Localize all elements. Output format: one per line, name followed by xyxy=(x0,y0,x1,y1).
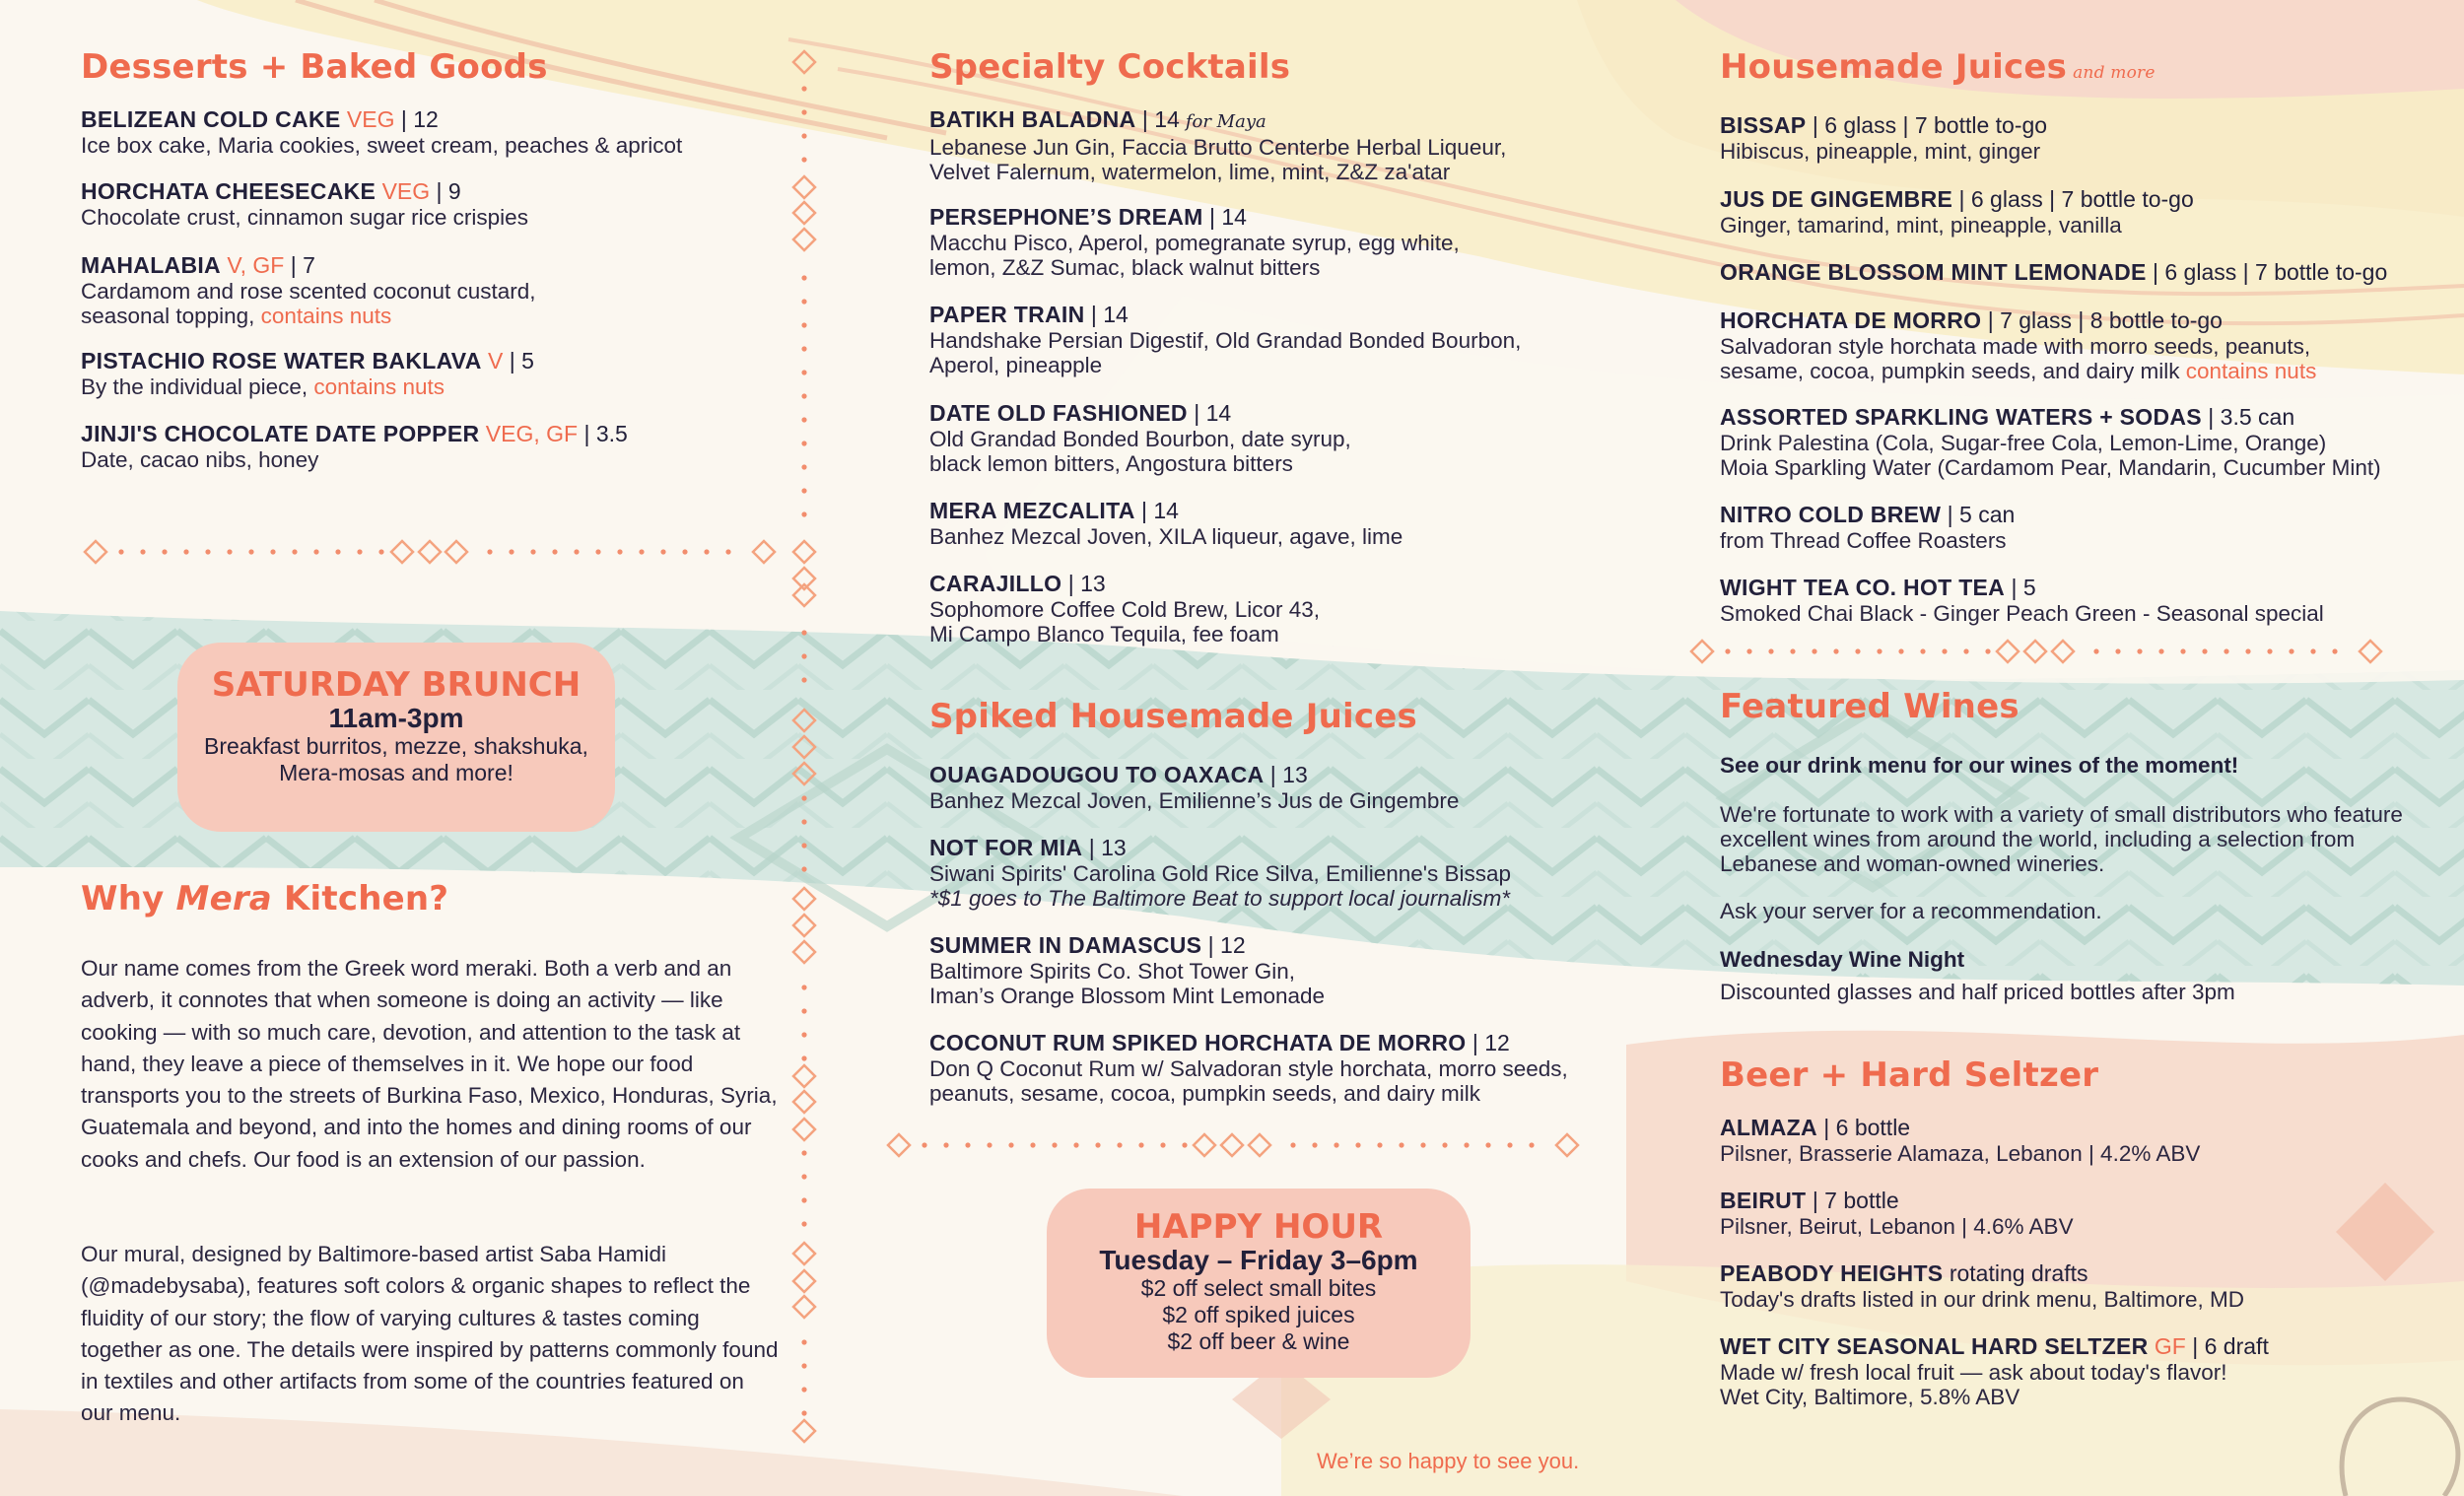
divider-dot xyxy=(2245,648,2250,653)
divider-dot xyxy=(801,322,806,327)
divider-dot xyxy=(2158,648,2163,653)
item-description-2: lemon, Z&Z Sumac, black walnut bitters xyxy=(929,255,1321,280)
divider-dot xyxy=(1117,1142,1122,1147)
divider-dot xyxy=(1898,648,1903,653)
divider-dot xyxy=(801,630,806,635)
item-price: | 6 glass | 7 bottle to-go xyxy=(1958,186,2194,212)
divider-dot xyxy=(801,275,806,280)
item-description: from Thread Coffee Roasters xyxy=(1720,528,2007,553)
divider-dot xyxy=(118,549,123,554)
divider-dot xyxy=(801,86,806,91)
divider-dot xyxy=(378,549,383,554)
item-name: ALMAZA xyxy=(1720,1115,1817,1140)
divider-dot xyxy=(801,677,806,682)
wine-night-title: Wednesday Wine Night xyxy=(1720,947,1965,972)
cocktail-item xyxy=(929,204,1678,280)
divider-dot xyxy=(2115,648,2120,653)
diet-tag: VEG xyxy=(381,178,431,204)
item-description: Pilsner, Brasserie Alamaza, Lebanon | 4.2% ABV xyxy=(1720,1141,2201,1166)
divider-dot xyxy=(801,299,806,304)
divider-dot xyxy=(248,549,253,554)
divider-dot xyxy=(1290,1142,1295,1147)
divider-dot xyxy=(1790,648,1795,653)
divider-dot xyxy=(1160,1142,1165,1147)
divider-dot xyxy=(801,441,806,445)
item-name: PAPER TRAIN xyxy=(929,302,1085,327)
why-paragraph-1: Our name comes from the Greek word meraki. Both a verb and an adverb, it connotes that when someone is doing an activity — like cooking — with so much care, devotion, and attention to the task at hand, they leave a piece of themselves in it. We hope our food transports you to the streets of Burkina Faso, Mexico, Honduras, Syria, Guatemala and beyond, and into the homes and dining rooms of our cooks and chefs. Our food is an extension of our passion. xyxy=(81,956,778,1172)
allergy-note: contains nuts xyxy=(313,374,445,399)
item-name: BELIZEAN COLD CAKE xyxy=(81,106,341,132)
divider-dot xyxy=(801,1197,806,1202)
divider-dot xyxy=(292,549,297,554)
wines-heading: Featured Wines xyxy=(1720,687,2019,726)
divider-dot xyxy=(2180,648,2185,653)
item-name: HORCHATA DE MORRO xyxy=(1720,307,1982,333)
item-name: OUAGADOUGOU TO OAXACA xyxy=(929,762,1265,787)
divider-dot xyxy=(801,464,806,469)
footer-tagline: We’re so happy to see you. xyxy=(1317,1449,1580,1473)
divider-dot xyxy=(1768,648,1773,653)
wines-paragraph: We're fortunate to work with a variety of small distributors who feature excellent wines from around the world, including a selection from Lebanese and woman-owned wineries. xyxy=(1720,802,2403,876)
divider-dot xyxy=(2093,648,2098,653)
item-price: | 6 glass | 7 bottle to-go xyxy=(1812,112,2048,138)
divider-dot xyxy=(801,1221,806,1226)
item-description: Cardamom and rose scented coconut custard, xyxy=(81,279,536,304)
item-description-2: Wet City, Baltimore, 5.8% ABV xyxy=(1720,1385,2020,1409)
spiked-item xyxy=(929,1030,1678,1106)
item-description: Lebanese Jun Gin, Faccia Brutto Centerbe Herbal Liqueur, xyxy=(929,135,1507,160)
item-price: | 13 xyxy=(1067,571,1106,596)
divider-dot xyxy=(1877,648,1882,653)
divider-dot xyxy=(1334,1142,1338,1147)
divider-dot xyxy=(801,370,806,374)
divider-dot xyxy=(801,1174,806,1179)
divider-dot xyxy=(801,393,806,398)
item-description: Date, cacao nibs, honey xyxy=(81,447,319,472)
item-name: WET CITY SEASONAL HARD SELTZER xyxy=(1720,1333,2149,1359)
spiked-item xyxy=(929,835,1678,911)
divider-dot xyxy=(704,549,709,554)
divider-dot xyxy=(1812,648,1816,653)
item-price: | 14 xyxy=(1194,400,1232,426)
divider-dot xyxy=(1833,648,1838,653)
brunch-hours: 11am-3pm xyxy=(328,703,464,733)
item-price: | 5 can xyxy=(1947,502,2016,527)
item-name: HORCHATA CHEESECAKE xyxy=(81,178,376,204)
wines-lead: See our drink menu for our wines of the moment! xyxy=(1720,753,2239,778)
divider-dot xyxy=(227,549,232,554)
why-title-pre: Why xyxy=(81,879,165,918)
divider-dot xyxy=(801,1008,806,1013)
divider-dot xyxy=(1920,648,1925,653)
divider-dot xyxy=(2224,648,2228,653)
diet-tag: V xyxy=(488,348,504,374)
item-description: Today's drafts listed in our drink menu, Baltimore, MD xyxy=(1720,1287,2245,1312)
item-description: Ice box cake, Maria cookies, sweet cream, peaches & apricot xyxy=(81,133,683,158)
divider-dot xyxy=(801,346,806,351)
divider-dot xyxy=(2267,648,2272,653)
dedication: for Maya xyxy=(1185,111,1266,132)
dessert-item xyxy=(81,348,790,399)
divider-dot xyxy=(595,549,600,554)
diet-tag: V, GF xyxy=(227,252,285,278)
divider-dot xyxy=(313,549,318,554)
divider-dot xyxy=(801,133,806,138)
juice-item xyxy=(1720,186,2449,238)
divider-dot xyxy=(2310,648,2315,653)
item-description: Banhez Mezcal Joven, Emilienne’s Jus de Gingembre xyxy=(929,788,1460,813)
cocktail-item xyxy=(929,400,1678,476)
item-description: Made w/ fresh local fruit — ask about today's flavor! xyxy=(1720,1360,2227,1385)
spiked-heading: Spiked Housemade Juices xyxy=(929,697,1417,736)
dessert-item xyxy=(81,252,790,328)
wine-night-desc: Discounted glasses and half priced bottles after 3pm xyxy=(1720,980,2235,1004)
divider-dot xyxy=(1355,1142,1360,1147)
divider-dot xyxy=(682,549,687,554)
item-name: PERSEPHONE’S DREAM xyxy=(929,204,1203,230)
item-name: SUMMER IN DAMASCUS xyxy=(929,932,1202,958)
divider-dot xyxy=(2137,648,2142,653)
item-price: | 14 xyxy=(1090,302,1129,327)
divider-dot xyxy=(801,1363,806,1368)
item-description-2: Iman’s Orange Blossom Mint Lemonade xyxy=(929,984,1326,1008)
item-price: | 12 xyxy=(1201,932,1246,958)
wines-ask: Ask your server for a recommendation. xyxy=(1720,899,2102,923)
divider-dot xyxy=(922,1142,926,1147)
divider-dot xyxy=(801,109,806,114)
diet-tag: VEG, GF xyxy=(485,421,579,446)
brunch-line-1: Breakfast burritos, mezze, shakshuka, xyxy=(204,733,588,759)
divider-dot xyxy=(639,549,644,554)
dessert-item xyxy=(81,178,790,230)
divider-dot xyxy=(1138,1142,1143,1147)
item-description: Banhez Mezcal Joven, XILA liqueur, agave, lime xyxy=(929,524,1403,549)
item-description-2: seasonal topping, xyxy=(81,304,255,328)
divider-dot xyxy=(943,1142,948,1147)
item-description-2: Moia Sparkling Water (Cardamom Pear, Mandarin, Cucumber Mint) xyxy=(1720,455,2381,480)
divider-dot xyxy=(1073,1142,1078,1147)
divider-dot xyxy=(1442,1142,1447,1147)
divider-dot xyxy=(1725,648,1730,653)
item-price: | 5 xyxy=(509,348,534,374)
item-price: | 14 xyxy=(1141,498,1179,523)
item-name: NITRO COLD BREW xyxy=(1720,502,1942,527)
allergy-note: contains nuts xyxy=(260,304,392,328)
divider-dot xyxy=(1746,648,1751,653)
item-description: Baltimore Spirits Co. Shot Tower Gin, xyxy=(929,959,1295,984)
brunch-title: SATURDAY BRUNCH xyxy=(211,665,582,705)
item-price: | 3.5 can xyxy=(2208,404,2295,430)
happy-hour-title: HAPPY HOUR xyxy=(1133,1207,1384,1247)
divider-dot xyxy=(1095,1142,1100,1147)
juice-item xyxy=(1720,259,2449,286)
item-price: | 6 bottle xyxy=(1823,1115,1911,1140)
beer-heading: Beer + Hard Seltzer xyxy=(1720,1055,2099,1095)
item-price: | 7 glass | 8 bottle to-go xyxy=(1981,307,2223,333)
divider-dot xyxy=(1008,1142,1013,1147)
divider-dot xyxy=(1377,1142,1382,1147)
divider-dot xyxy=(660,549,665,554)
dessert-item xyxy=(81,106,790,158)
divider-dot xyxy=(987,1142,992,1147)
item-price: | 14 xyxy=(1141,106,1180,132)
beer-item xyxy=(1720,1115,2449,1166)
divider-dot xyxy=(530,549,535,554)
divider-dot xyxy=(1464,1142,1469,1147)
divider-dot xyxy=(357,549,362,554)
item-description-2: Velvet Falernum, watermelon, lime, mint, Z&Z za'atar xyxy=(929,160,1451,184)
cocktail-item xyxy=(929,302,1678,377)
divider-dot xyxy=(1182,1142,1187,1147)
divider-dot xyxy=(801,653,806,658)
item-description: Ginger, tamarind, mint, pineapple, vanilla xyxy=(1720,213,2122,238)
allergy-note: contains nuts xyxy=(2185,359,2317,383)
item-price: | 12 xyxy=(400,106,439,132)
cocktails-heading: Specialty Cocktails xyxy=(929,47,1291,87)
cocktail-item xyxy=(929,571,1678,646)
item-price: | 7 bottle xyxy=(1812,1188,1899,1213)
juices-title: Housemade Juices xyxy=(1720,47,2068,87)
divider-dot xyxy=(801,1339,806,1344)
item-price: | 9 xyxy=(436,178,461,204)
item-name: CARAJILLO xyxy=(929,571,1062,596)
why-heading xyxy=(81,879,448,918)
juice-item xyxy=(1720,502,2449,553)
juice-item xyxy=(1720,307,2449,383)
divider-dot xyxy=(801,1150,806,1155)
divider-dot xyxy=(1312,1142,1317,1147)
item-description: Sophomore Coffee Cold Brew, Licor 43, xyxy=(929,597,1321,622)
item-price: | 6 draft xyxy=(2192,1333,2269,1359)
item-description: Salvadoran style horchata made with morro seeds, peanuts, xyxy=(1720,334,2311,359)
item-description: Drink Palestina (Cola, Sugar-free Cola, Lemon-Lime, Orange) xyxy=(1720,431,2327,455)
item-price: | 3.5 xyxy=(583,421,628,446)
why-title-post: Kitchen? xyxy=(283,879,449,918)
divider-dot xyxy=(801,1387,806,1392)
item-name: BISSAP xyxy=(1720,112,1807,138)
divider-dot xyxy=(801,511,806,516)
divider-dot xyxy=(552,549,557,554)
happy-hour-days: Tuesday – Friday 3–6pm xyxy=(1099,1245,1418,1275)
divider-dot xyxy=(1420,1142,1425,1147)
beer-item xyxy=(1720,1188,2449,1239)
divider-dot xyxy=(335,549,340,554)
juice-item xyxy=(1720,575,2449,626)
item-note: *$1 goes to The Baltimore Beat to support local journalism* xyxy=(929,886,1511,911)
divider-dot xyxy=(270,549,275,554)
juices-subtitle: and more xyxy=(2073,63,2156,83)
divider-dot xyxy=(1030,1142,1035,1147)
item-price: rotating drafts xyxy=(1949,1260,2088,1286)
diet-tag: GF xyxy=(2154,1333,2186,1359)
divider-dot xyxy=(2289,648,2293,653)
divider-dot xyxy=(509,549,513,554)
juices-heading xyxy=(1720,47,2156,87)
beer-item xyxy=(1720,1260,2449,1312)
item-description-2: Aperol, pineapple xyxy=(929,353,1103,377)
divider-dot xyxy=(1052,1142,1057,1147)
divider-dot xyxy=(617,549,622,554)
item-price: | 12 xyxy=(1466,1030,1510,1055)
spiked-item xyxy=(929,932,1678,1008)
divider-dot xyxy=(487,549,492,554)
happy-hour-line-3: $2 off beer & wine xyxy=(1167,1328,1350,1354)
divider-dot xyxy=(801,157,806,162)
item-price: | 6 glass | 7 bottle to-go xyxy=(2153,259,2388,285)
divider-dot xyxy=(801,1410,806,1415)
juice-item xyxy=(1720,404,2449,480)
item-price: | 13 xyxy=(1269,762,1308,787)
beer-item xyxy=(1720,1333,2449,1409)
divider-dot xyxy=(801,819,806,824)
item-price: | 5 xyxy=(2011,575,2036,600)
divider-dot xyxy=(801,985,806,989)
divider-dot xyxy=(1985,648,1990,653)
divider-dot xyxy=(1529,1142,1534,1147)
divider-dot xyxy=(801,488,806,493)
item-description: Chocolate crust, cinnamon sugar rice crispies xyxy=(81,205,528,230)
juice-item xyxy=(1720,112,2449,164)
divider-dot xyxy=(1507,1142,1512,1147)
divider-dot xyxy=(801,795,806,800)
desserts-heading: Desserts + Baked Goods xyxy=(81,47,548,87)
item-description: Siwani Spirits' Carolina Gold Rice Silva, Emilienne's Bissap xyxy=(929,861,1512,886)
item-name: MERA MEZCALITA xyxy=(929,498,1135,523)
divider-dot xyxy=(574,549,579,554)
divider-dot xyxy=(183,549,188,554)
item-name: COCONUT RUM SPIKED HORCHATA DE MORRO xyxy=(929,1030,1467,1055)
item-name: WIGHT TEA CO. HOT TEA xyxy=(1720,575,2006,600)
divider-dot xyxy=(1485,1142,1490,1147)
item-description-2: sesame, cocoa, pumpkin seeds, and dairy milk xyxy=(1720,359,2180,383)
happy-hour-line-2: $2 off spiked juices xyxy=(1162,1302,1355,1327)
item-description-2: peanuts, sesame, cocoa, pumpkin seeds, and dairy milk xyxy=(929,1081,1481,1106)
cocktail-item xyxy=(929,106,1678,184)
dessert-item xyxy=(81,421,790,472)
item-name: DATE OLD FASHIONED xyxy=(929,400,1188,426)
divider-dot xyxy=(801,1055,806,1060)
happy-hour-line-1: $2 off select small bites xyxy=(1140,1275,1377,1301)
item-name: BATIKH BALADNA xyxy=(929,106,1136,132)
item-description: Handshake Persian Digestif, Old Grandad Bonded Bourbon, xyxy=(929,328,1522,353)
divider-dot xyxy=(1942,648,1947,653)
divider-dot xyxy=(965,1142,970,1147)
item-description: By the individual piece, xyxy=(81,374,308,399)
divider-dot xyxy=(801,1032,806,1037)
item-description: Macchu Pisco, Aperol, pomegranate syrup, egg white, xyxy=(929,231,1460,255)
saturday-brunch-promo xyxy=(177,643,615,832)
why-title-italic: Mera xyxy=(175,879,272,918)
item-description: Smoked Chai Black - Ginger Peach Green - Seasonal special xyxy=(1720,601,2324,626)
divider-dot xyxy=(162,549,167,554)
item-price: | 14 xyxy=(1209,204,1247,230)
divider-dot xyxy=(2332,648,2337,653)
why-paragraph-2: Our mural, designed by Baltimore-based artist Saba Hamidi (@madebysaba), features soft colors & organic shapes to reflect the fluidity of our story; the flow of varying cultures & tastes coming together as one. The details were inspired by patterns commonly found in textiles and other artifacts from some of the countries featured on our menu. xyxy=(81,1242,779,1426)
divider-dot xyxy=(801,417,806,422)
divider-dot xyxy=(1855,648,1860,653)
divider-dot xyxy=(2202,648,2207,653)
happy-hour-promo xyxy=(1047,1189,1471,1378)
item-name: ASSORTED SPARKLING WATERS + SODAS xyxy=(1720,404,2202,430)
item-name: BEIRUT xyxy=(1720,1188,1807,1213)
item-name: JUS DE GINGEMBRE xyxy=(1720,186,1953,212)
item-name: PEABODY HEIGHTS xyxy=(1720,1260,1944,1286)
divider-dot xyxy=(801,843,806,848)
divider-dot xyxy=(1399,1142,1403,1147)
item-description-2: black lemon bitters, Angostura bitters xyxy=(929,451,1293,476)
divider-dot xyxy=(205,549,210,554)
item-name: JINJI'S CHOCOLATE DATE POPPER xyxy=(81,421,480,446)
divider-dot xyxy=(1963,648,1968,653)
divider-dot xyxy=(725,549,730,554)
item-description: Old Grandad Bonded Bourbon, date syrup, xyxy=(929,427,1351,451)
cocktail-item xyxy=(929,498,1678,549)
item-description: Pilsner, Beirut, Lebanon | 4.6% ABV xyxy=(1720,1214,2074,1239)
divider-dot xyxy=(801,866,806,871)
brunch-line-2: Mera-mosas and more! xyxy=(279,760,513,785)
divider-dot xyxy=(140,549,145,554)
item-name: ORANGE BLOSSOM MINT LEMONADE xyxy=(1720,259,2147,285)
item-price: | 7 xyxy=(290,252,315,278)
item-name: MAHALABIA xyxy=(81,252,221,278)
item-name: PISTACHIO ROSE WATER BAKLAVA xyxy=(81,348,482,374)
item-description: Don Q Coconut Rum w/ Salvadoran style horchata, morro seeds, xyxy=(929,1056,1568,1081)
item-name: NOT FOR MIA xyxy=(929,835,1083,860)
item-description-2: Mi Campo Blanco Tequila, fee foam xyxy=(929,622,1279,646)
spiked-item xyxy=(929,762,1678,813)
item-price: | 13 xyxy=(1082,835,1127,860)
item-description: Hibiscus, pineapple, mint, ginger xyxy=(1720,139,2041,164)
diet-tag: VEG xyxy=(346,106,395,132)
